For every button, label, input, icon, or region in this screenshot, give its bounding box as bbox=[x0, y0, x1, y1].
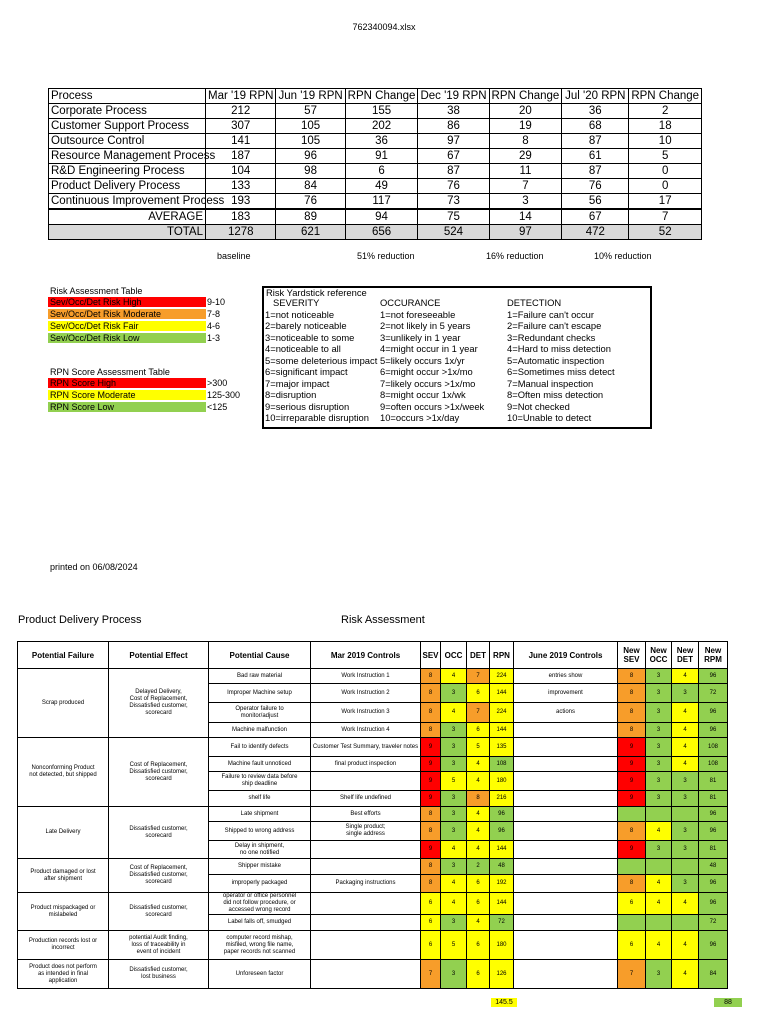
detection-item: 1=Failure can't occur bbox=[507, 308, 594, 320]
row-value: 524 bbox=[418, 225, 489, 240]
row-value: 187 bbox=[206, 149, 276, 164]
legend-value: 4-6 bbox=[207, 321, 221, 331]
severity-item: 5=some deleterious impact bbox=[265, 354, 378, 366]
legend-label: Sev/Occ/Det Risk Fair bbox=[48, 321, 206, 331]
row-value: 117 bbox=[345, 194, 418, 210]
row-value: 656 bbox=[345, 225, 418, 240]
note-baseline: baseline bbox=[217, 251, 251, 261]
severity-item: 7=major impact bbox=[265, 377, 330, 389]
severity-item: SEVERITY bbox=[273, 297, 320, 308]
row-value: 49 bbox=[345, 179, 418, 194]
severity-item: 6=significant impact bbox=[265, 366, 348, 377]
col-header: Process bbox=[49, 89, 206, 104]
row-value: 67 bbox=[418, 149, 489, 164]
legend-value: 1-3 bbox=[207, 333, 221, 343]
detection-item: 3=Redundant checks bbox=[507, 331, 596, 343]
row-value: 36 bbox=[345, 134, 418, 149]
occurance-item: 2=not likely in 5 years bbox=[380, 320, 471, 331]
potential-effect: Dissatisfied customer, scorecard bbox=[109, 893, 209, 931]
col-header: New RPM bbox=[699, 642, 728, 669]
row-value: 86 bbox=[418, 119, 489, 134]
row-value: 7 bbox=[489, 179, 562, 194]
row-value: 87 bbox=[418, 164, 489, 179]
occurance-item: 8=might occur 1x/wk bbox=[380, 389, 466, 400]
mar-control: Work Instruction 4 bbox=[311, 723, 421, 738]
note-jun-reduction: 51% reduction bbox=[357, 251, 415, 261]
row-value: 2 bbox=[629, 104, 702, 119]
row-value: 94 bbox=[345, 209, 418, 225]
row-value: 18 bbox=[629, 119, 702, 134]
row-value: 87 bbox=[562, 134, 629, 149]
row-value: 91 bbox=[345, 149, 418, 164]
severity-item: 2=barely noticeable bbox=[265, 320, 347, 331]
occurance-item: 4=might occur in 1 year bbox=[380, 343, 478, 354]
potential-cause: Label falls off, smudged bbox=[209, 915, 311, 931]
potential-cause: computer record mishap, misfiled, wrong file name, paper records not scanned bbox=[209, 931, 311, 960]
row-value: 193 bbox=[206, 194, 276, 210]
row-value: 472 bbox=[562, 225, 629, 240]
potential-failure: Production records lost or incorrect bbox=[18, 931, 109, 960]
potential-cause: Fail to identify defects bbox=[209, 738, 311, 757]
avg-row bbox=[49, 209, 702, 225]
potential-failure: Nonconforming Product not detected, but shipped bbox=[18, 738, 109, 807]
occurance-item: 6=might occur >1x/mo bbox=[380, 366, 473, 377]
row-value: 155 bbox=[345, 104, 418, 119]
row-value: 212 bbox=[206, 104, 276, 119]
june-control: entries show bbox=[514, 669, 618, 684]
mar-control: Work Instruction 2 bbox=[311, 684, 421, 703]
severity-item: 4=noticeable to all bbox=[265, 343, 341, 354]
row-value: 98 bbox=[276, 164, 345, 179]
row-label: Outsource Control bbox=[49, 134, 206, 149]
yardstick-title: Risk Yardstick reference bbox=[266, 287, 367, 298]
section-subtitle: Risk Assessment bbox=[341, 614, 425, 626]
mar-control: final product inspection bbox=[311, 757, 421, 772]
row-value: 38 bbox=[418, 104, 489, 119]
potential-cause: Shipped to wrong address bbox=[209, 822, 311, 841]
potential-cause: Operator failure to monitor/adjust bbox=[209, 703, 311, 723]
col-header: DET bbox=[467, 642, 490, 669]
risk-yardstick-box bbox=[262, 286, 652, 429]
detection-item: DETECTION bbox=[507, 297, 562, 308]
summary-row bbox=[49, 194, 702, 210]
summary-row bbox=[49, 149, 702, 164]
row-value: 133 bbox=[206, 179, 276, 194]
row-value: 76 bbox=[276, 194, 345, 210]
severity-item: 8=disruption bbox=[265, 389, 317, 400]
summary-row bbox=[49, 119, 702, 134]
section-title: Product Delivery Process bbox=[18, 614, 142, 626]
legend-value: 7-8 bbox=[207, 309, 221, 319]
mar-control: Work Instruction 3 bbox=[311, 703, 421, 723]
row-label: AVERAGE bbox=[49, 209, 206, 225]
occurance-item: 3=unlikely in 1 year bbox=[380, 331, 461, 343]
severity-item: 10=irreparable disruption bbox=[265, 412, 369, 423]
legend-label: Sev/Occ/Det Risk Moderate bbox=[48, 309, 206, 319]
mar-control: Work Instruction 1 bbox=[311, 669, 421, 684]
row-value: 8 bbox=[489, 134, 562, 149]
row-value: 57 bbox=[276, 104, 345, 119]
occurance-item: 7=likely occurs >1x/mo bbox=[380, 377, 476, 389]
row-label: Customer Support Process bbox=[49, 119, 206, 134]
detection-item: 2=Failure can't escape bbox=[507, 320, 602, 331]
legend-value: 125-300 bbox=[207, 390, 241, 400]
potential-cause: Failure to review data before ship deadline bbox=[209, 772, 311, 791]
row-value: 97 bbox=[489, 225, 562, 240]
row-label: Resource Management Process bbox=[49, 149, 206, 164]
summary-row bbox=[49, 134, 702, 149]
risk-table-title: Risk Assessment Table bbox=[50, 286, 143, 296]
row-value: 67 bbox=[562, 209, 629, 225]
mar-control: Shelf life undefined bbox=[311, 791, 421, 807]
summary-row bbox=[49, 164, 702, 179]
mar-control: Packaging instructions bbox=[311, 875, 421, 893]
mar-control: Best efforts bbox=[311, 807, 421, 822]
col-header: RPN Change bbox=[629, 89, 702, 104]
col-header: OCC bbox=[441, 642, 467, 669]
potential-failure: Scrap produced bbox=[18, 669, 109, 738]
row-value: 183 bbox=[206, 209, 276, 225]
row-value: 36 bbox=[562, 104, 629, 119]
potential-cause: Unforeseen factor bbox=[209, 960, 311, 989]
severity-column bbox=[265, 297, 379, 424]
potential-failure: Product mispackaged or mislabeled bbox=[18, 893, 109, 931]
row-value: 17 bbox=[629, 194, 702, 210]
row-value: 202 bbox=[345, 119, 418, 134]
potential-cause: Improper Machine setup bbox=[209, 684, 311, 703]
potential-cause: Shipper mistake bbox=[209, 859, 311, 875]
row-value: 141 bbox=[206, 134, 276, 149]
col-header: New SEV bbox=[618, 642, 646, 669]
col-header: RPN Change bbox=[489, 89, 562, 104]
occurance-item: OCCURANCE bbox=[380, 297, 441, 308]
legend-label: Sev/Occ/Det Risk High bbox=[48, 297, 206, 307]
row-value: 87 bbox=[562, 164, 629, 179]
detection-item: 10=Unable to detect bbox=[507, 412, 592, 423]
col-header: Mar '19 RPN bbox=[206, 89, 276, 104]
rpn-table-title: RPN Score Assessment Table bbox=[50, 367, 170, 377]
potential-effect: Delayed Delivery, Cost of Replacement, Dissatisfied customer, scorecard bbox=[109, 669, 209, 738]
row-value: 10 bbox=[629, 134, 702, 149]
detection-item: 7=Manual inspection bbox=[507, 377, 594, 389]
row-value: 11 bbox=[489, 164, 562, 179]
row-value: 76 bbox=[562, 179, 629, 194]
legend-label: RPN Score Low bbox=[48, 402, 206, 412]
row-value: 104 bbox=[206, 164, 276, 179]
potential-effect: Dissatisfied customer, scorecard bbox=[109, 807, 209, 859]
june-control: actions bbox=[514, 703, 618, 723]
legend-value: 9-10 bbox=[207, 297, 226, 307]
row-value: 52 bbox=[629, 225, 702, 240]
summary-row bbox=[49, 104, 702, 119]
row-value: 20 bbox=[489, 104, 562, 119]
col-header: Jul '20 RPN bbox=[562, 89, 629, 104]
rpn-average: 145.5 bbox=[491, 998, 517, 1007]
legend-value: >300 bbox=[207, 378, 228, 388]
potential-effect: Cost of Replacement, Dissatisfied customer, scorecard bbox=[109, 738, 209, 807]
row-value: 105 bbox=[276, 134, 345, 149]
col-header: RPN bbox=[490, 642, 514, 669]
detection-item: 9=Not checked bbox=[507, 400, 570, 412]
row-value: 307 bbox=[206, 119, 276, 134]
col-header: New DET bbox=[672, 642, 699, 669]
col-header: New OCC bbox=[646, 642, 672, 669]
potential-failure: Product damaged or lost after shipment bbox=[18, 859, 109, 893]
row-value: 76 bbox=[418, 179, 489, 194]
occurance-item: 10=occurs >1x/day bbox=[380, 412, 460, 423]
potential-cause: Late shipment bbox=[209, 807, 311, 822]
total-row bbox=[49, 225, 702, 240]
col-header: RPN Change bbox=[345, 89, 418, 104]
summary-row bbox=[49, 179, 702, 194]
occurance-item: 9=often occurs >1x/week bbox=[380, 400, 485, 412]
potential-effect: Dissatisfied customer, lost business bbox=[109, 960, 209, 989]
potential-cause: Delay in shipment, no one notified bbox=[209, 841, 311, 859]
row-value: 621 bbox=[276, 225, 345, 240]
row-value: 19 bbox=[489, 119, 562, 134]
legend-label: RPN Score High bbox=[48, 378, 206, 388]
col-header: Potential Effect bbox=[109, 642, 209, 669]
col-header: Potential Cause bbox=[209, 642, 311, 669]
mar-control: Customer Test Summary, traveler notes bbox=[311, 738, 421, 757]
row-value: 0 bbox=[629, 164, 702, 179]
potential-cause: operator or office personnel did not follow procedure, or accessed wrong record bbox=[209, 893, 311, 915]
row-value: 105 bbox=[276, 119, 345, 134]
occurance-column bbox=[380, 297, 506, 424]
severity-item: 9=serious disruption bbox=[265, 400, 350, 412]
occurance-item: 5=likely occurs 1x/yr bbox=[380, 354, 465, 366]
row-value: 73 bbox=[418, 194, 489, 210]
row-value: 14 bbox=[489, 209, 562, 225]
severity-item: 1=not noticeable bbox=[265, 308, 335, 320]
row-value: 75 bbox=[418, 209, 489, 225]
row-value: 97 bbox=[418, 134, 489, 149]
detection-column bbox=[507, 297, 647, 424]
potential-cause: improperly packaged bbox=[209, 875, 311, 893]
row-label: R&D Engineering Process bbox=[49, 164, 206, 179]
col-header: Jun '19 RPN bbox=[276, 89, 345, 104]
potential-failure: Late Delivery bbox=[18, 807, 109, 859]
severity-item: 3=noticeable to some bbox=[265, 331, 355, 343]
row-value: 68 bbox=[562, 119, 629, 134]
row-label: Corporate Process bbox=[49, 104, 206, 119]
row-label: Continuous Improvement Process bbox=[49, 194, 206, 210]
potential-failure: Product does not perform as intended in final application bbox=[18, 960, 109, 989]
col-header: SEV bbox=[421, 642, 441, 669]
row-value: 6 bbox=[345, 164, 418, 179]
col-header: June 2019 Controls bbox=[514, 642, 618, 669]
potential-effect: potential Audit finding, loss of traceability in event of incident bbox=[109, 931, 209, 960]
row-label: TOTAL bbox=[49, 225, 206, 240]
potential-effect: Cost of Replacement, Dissatisfied customer, scorecard bbox=[109, 859, 209, 893]
col-header: Potential Failure bbox=[18, 642, 109, 669]
potential-cause: Machine fault unnoticed bbox=[209, 757, 311, 772]
col-header: Mar 2019 Controls bbox=[311, 642, 421, 669]
row-label: Product Delivery Process bbox=[49, 179, 206, 194]
potential-cause: shelf life bbox=[209, 791, 311, 807]
col-header: Dec '19 RPN bbox=[418, 89, 489, 104]
occurance-item: 1=not foreseeable bbox=[380, 308, 456, 320]
detection-item: 4=Hard to miss detection bbox=[507, 343, 611, 354]
row-value: 96 bbox=[276, 149, 345, 164]
detection-item: 5=Automatic inspection bbox=[507, 354, 605, 366]
row-value: 61 bbox=[562, 149, 629, 164]
legend-value: <125 bbox=[207, 402, 228, 412]
file-title: 762340094.xlsx bbox=[352, 22, 416, 32]
row-value: 1278 bbox=[206, 225, 276, 240]
mar-control: Single product; single address bbox=[311, 822, 421, 841]
row-value: 84 bbox=[276, 179, 345, 194]
row-value: 29 bbox=[489, 149, 562, 164]
note-jul-reduction: 10% reduction bbox=[594, 251, 652, 261]
rpn-summary-table bbox=[48, 88, 702, 240]
row-value: 5 bbox=[629, 149, 702, 164]
june-control bbox=[514, 723, 618, 738]
potential-cause: Machine malfunction bbox=[209, 723, 311, 738]
row-value: 0 bbox=[629, 179, 702, 194]
legend-label: RPN Score Moderate bbox=[48, 390, 206, 400]
risk-assessment-table: Potential Failure Potential Effect Potential Cause Mar 2019 Controls SEV OCC DET RPN June 2019 Controls New SEV New OCC New DET New RPM Scrap produced Delayed Delivery, Cost of Replacement, Dissatisfied customer, scorecard Bad raw material Work Instruction 1 8 4 7 224 entries show 8 3 4 96 Improper Machine setup Work Instruction 2 8 3 6 144 improvement 8 3 3 72 Operator failure to monitor/adjust Work Instruction 3 8 4 7 224 actions 8 3 4 96 Machine malfunction Work Instruction 4 8 3 6 144 8 3 4 96 Nonconforming Product not detected, but shipped Cost of Replacement, Dissatisfied customer, scorecard Fail to identify defects Customer Test Summary, traveler notes 9 3 5 135 9 3 4 108 Machine fault unnoticed final product inspection 9 3 4 108 9 3 4 108 Failure to review data before ship deadline 9 5 4 180 9 3 3 81 shelf life Shelf life undefined 9 3 8 216 9 3 3 81 Late Delivery Dissatisfied customer, scorecard Late shipment Best efforts 8 3 4 96 96 Shipped to wrong address Single product; single address 8 3 4 96 8 4 3 96 Delay in shipment, no one notified 9 4 4 144 9 3 3 81 Product damaged or lost after shipment Cost of Replacement, Dissatisfied customer, scorecard Shipper mistake 8 3 2 48 48 improperly packaged Packaging instructions 8 4 6 192 8 4 3 96 Product mispackaged or mislabeled Dissatisfied customer, scorecard operator or office personnel did not follow procedure, or accessed wrong record 6 4 6 144 6 4 4 96 Label falls off, smudged 6 3 4 72 72 Production records lost or incorrect potential Audit finding, loss of traceability in event of incident computer record mishap, misfiled, wrong file name, paper records not scanned 6 5 6 180 6 4 4 96 Product does not perform as intended in final application Dissatisfied customer, lost business Unforeseen factor 7 3 6 126 7 3 4 84 bbox=[17, 641, 728, 989]
printed-on: printed on 06/08/2024 bbox=[50, 562, 138, 572]
detection-item: 6=Sometimes miss detect bbox=[507, 366, 615, 377]
note-dec-reduction: 16% reduction bbox=[486, 251, 544, 261]
new-rpn-average: 88 bbox=[714, 998, 742, 1007]
june-control: improvement bbox=[514, 684, 618, 703]
row-value: 89 bbox=[276, 209, 345, 225]
row-value: 56 bbox=[562, 194, 629, 210]
row-value: 7 bbox=[629, 209, 702, 225]
detection-item: 8=Often miss detection bbox=[507, 389, 604, 400]
row-value: 3 bbox=[489, 194, 562, 210]
legend-label: Sev/Occ/Det Risk Low bbox=[48, 333, 206, 343]
potential-cause: Bad raw material bbox=[209, 669, 311, 684]
